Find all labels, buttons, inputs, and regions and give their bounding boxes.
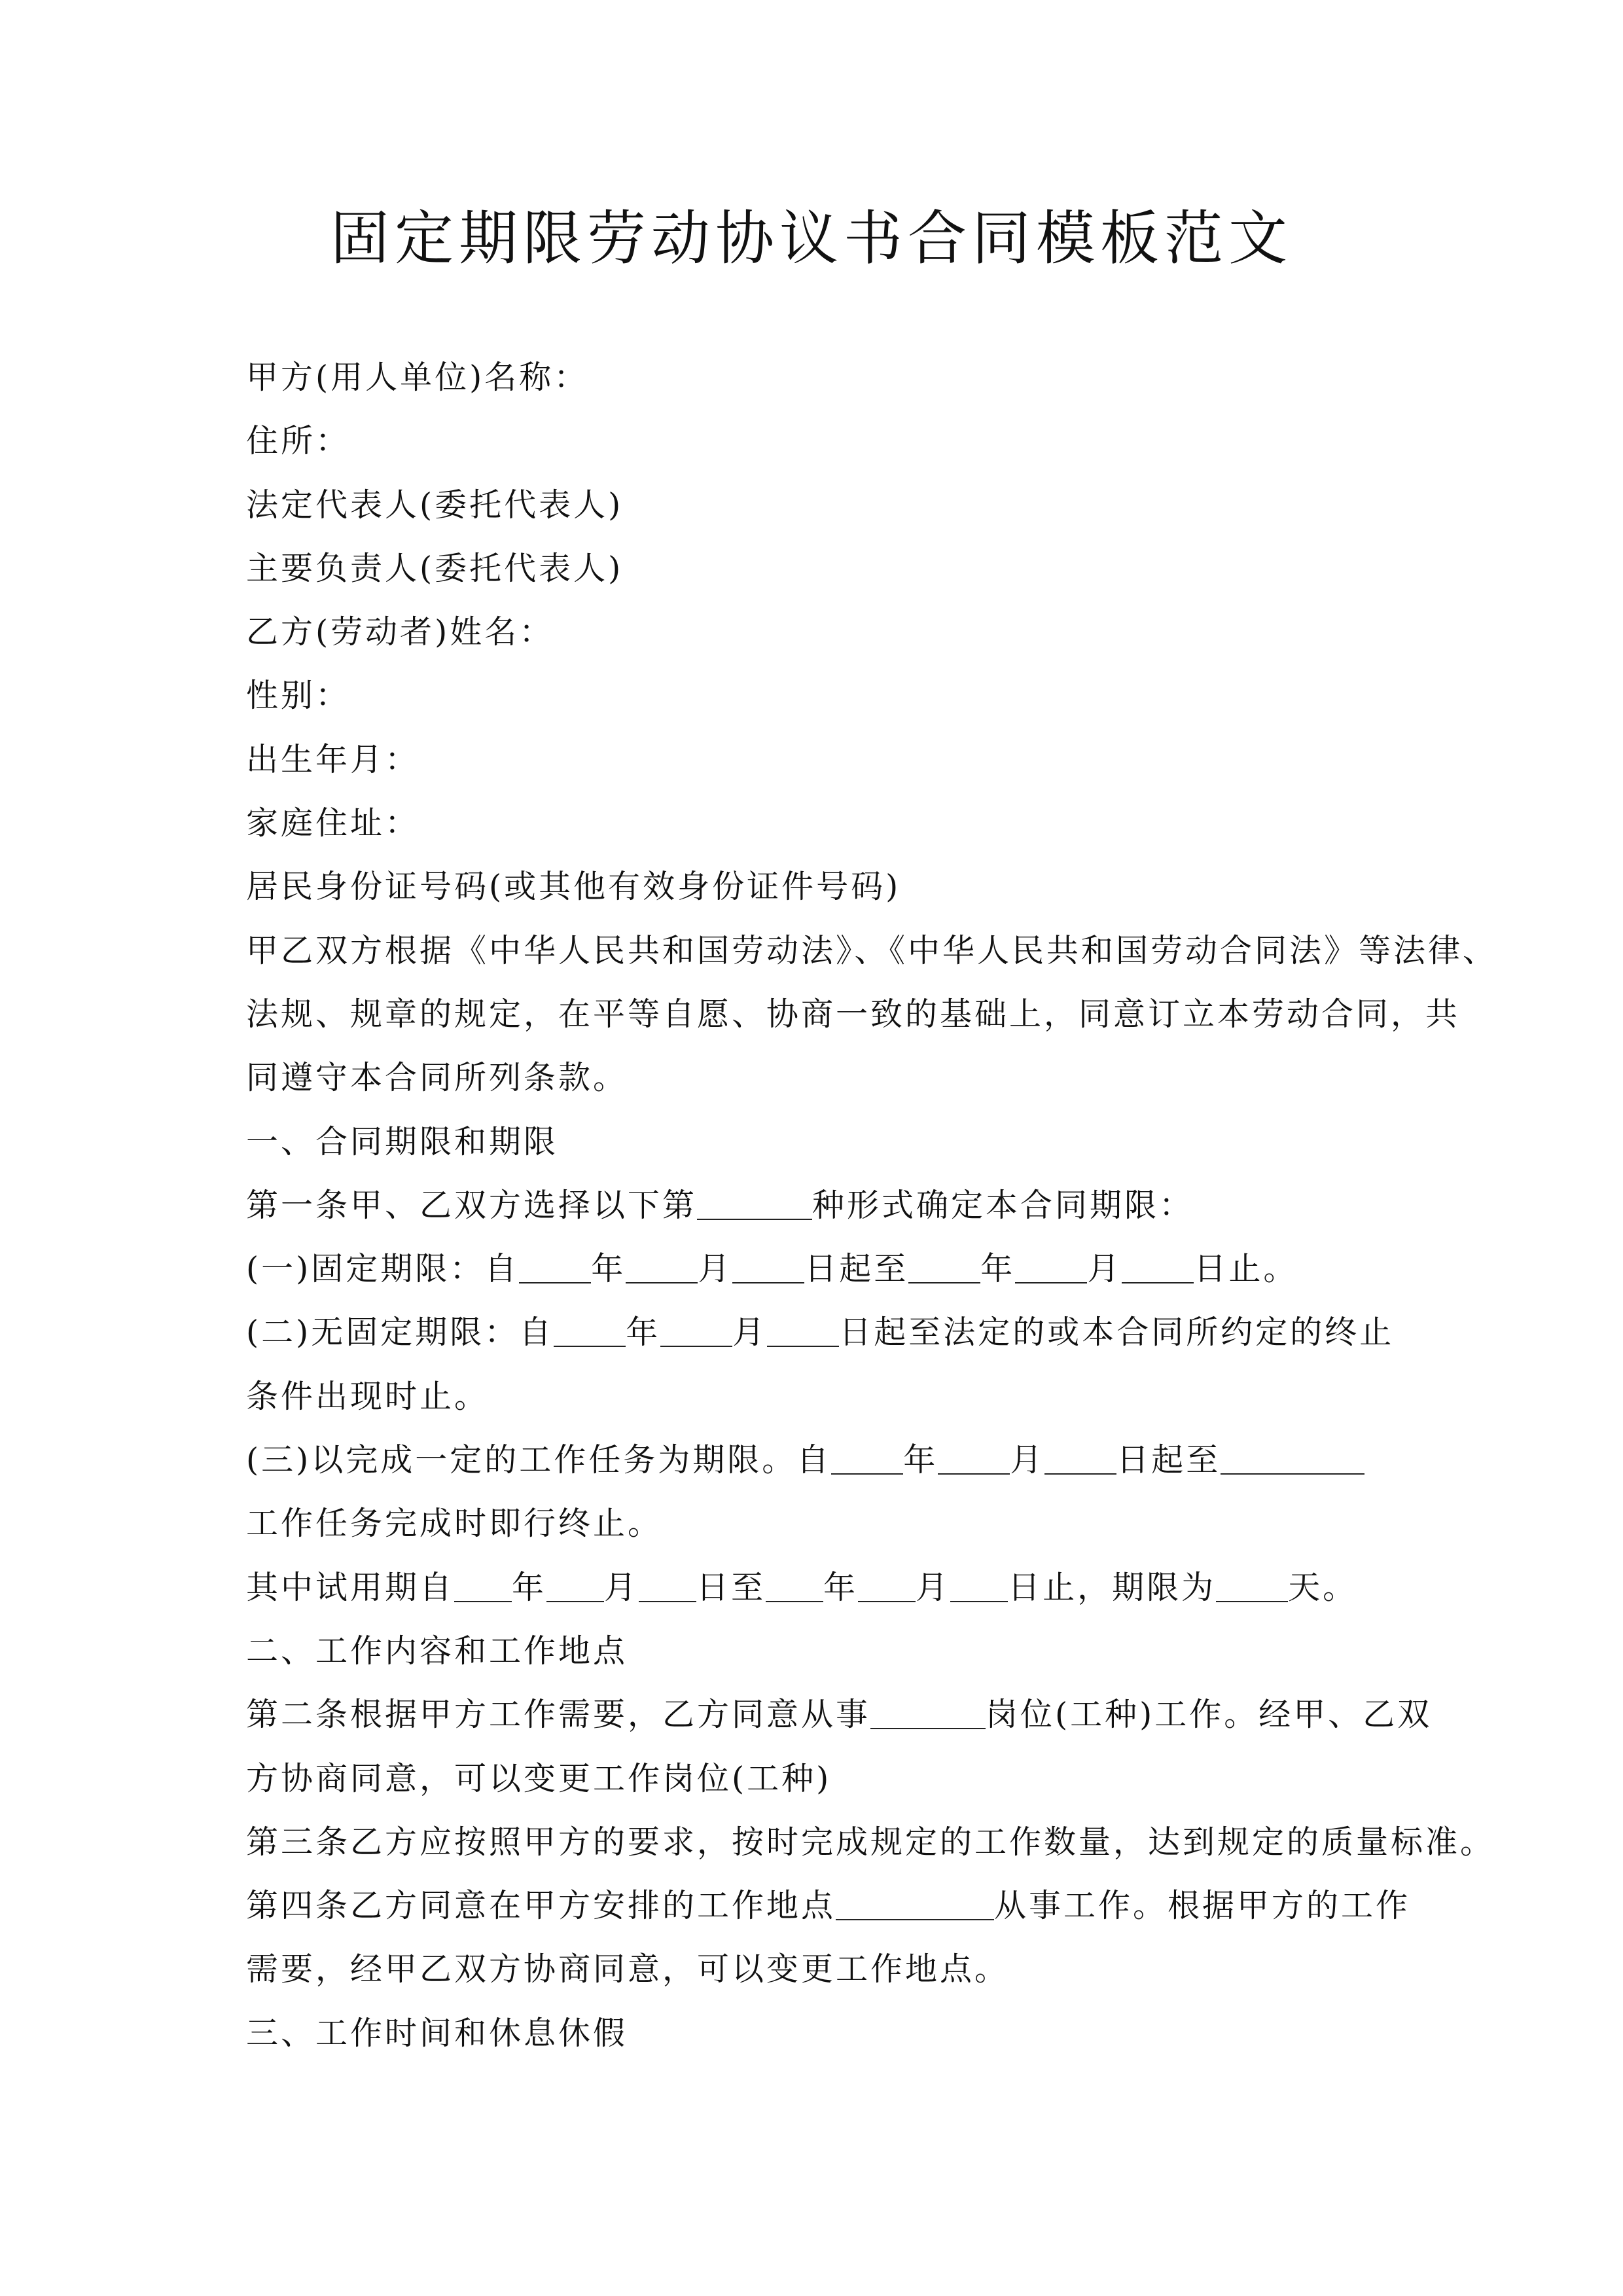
text-segment: 一、合同期限和期限 bbox=[246, 1122, 559, 1160]
fill-in-blank bbox=[767, 1312, 839, 1347]
text-segment: 同遵守本合同所列条款。 bbox=[246, 1059, 628, 1097]
text-segment: 月 bbox=[1010, 1441, 1045, 1479]
text-segment: (一)固定期限：自 bbox=[246, 1250, 520, 1288]
text-segment: 种形式确定本合同期限： bbox=[812, 1186, 1194, 1224]
fill-in-blank bbox=[1221, 1439, 1364, 1474]
text-segment: 甲乙双方根据《中华人民共和国劳动法》、《中华人民共和国劳动合同法》等法律、 bbox=[246, 931, 1498, 969]
text-segment: 住所： bbox=[246, 422, 351, 460]
fill-in-blank bbox=[1216, 1567, 1288, 1602]
text-segment: 年 bbox=[512, 1568, 547, 1606]
text-line bbox=[246, 409, 1385, 473]
text-line bbox=[246, 2001, 1385, 2065]
fill-in-blank bbox=[1044, 1439, 1116, 1474]
text-segment: 需要，经甲乙双方协商同意，可以变更工作地点。 bbox=[246, 1950, 1010, 1988]
text-line bbox=[246, 1492, 1385, 1555]
text-segment: 年 bbox=[591, 1250, 626, 1288]
text-line bbox=[246, 1810, 1495, 1874]
fill-in-blank bbox=[660, 1312, 732, 1347]
text-segment: 月 bbox=[604, 1568, 639, 1606]
fill-in-blank bbox=[908, 1249, 980, 1283]
text-segment: (三)以完成一定的工作任务为期限。自 bbox=[246, 1441, 832, 1479]
text-segment: 第二条根据甲方工作需要，乙方同意从事 bbox=[246, 1696, 871, 1734]
text-segment: 岗位(工种)工作。经甲、乙双 bbox=[986, 1696, 1433, 1734]
text-segment: 日止。 bbox=[1194, 1250, 1298, 1288]
fill-in-blank bbox=[626, 1249, 698, 1283]
text-segment: 居民身份证号码(或其他有效身份证件号码) bbox=[246, 868, 901, 906]
text-line bbox=[246, 1237, 1385, 1300]
text-segment: 第一条甲、乙双方选择以下第 bbox=[246, 1186, 698, 1224]
text-line bbox=[246, 919, 1498, 982]
fill-in-blank bbox=[639, 1567, 696, 1602]
fill-in-blank bbox=[836, 1886, 994, 1920]
text-segment: 法规、规章的规定，在平等自愿、协商一致的基础上，同意订立本劳动合同，共 bbox=[246, 995, 1461, 1033]
text-segment: 日起至法定的或本合同所约定的终止 bbox=[839, 1314, 1395, 1352]
text-line bbox=[246, 982, 1461, 1046]
text-line bbox=[246, 1937, 1385, 2001]
fill-in-blank bbox=[554, 1312, 626, 1347]
text-segment: 月 bbox=[732, 1314, 768, 1352]
text-segment: 日起至 bbox=[1116, 1441, 1221, 1479]
text-segment: 乙方(劳动者)姓名： bbox=[246, 613, 554, 651]
text-segment: 月 bbox=[916, 1568, 951, 1606]
text-segment: 法定代表人(委托代表人) bbox=[246, 486, 624, 524]
text-line bbox=[246, 1683, 1433, 1746]
text-line bbox=[246, 1747, 1385, 1810]
text-segment: 性别： bbox=[246, 677, 351, 715]
fill-in-blank bbox=[454, 1567, 512, 1602]
text-segment: 主要负责人(委托代表人) bbox=[246, 549, 624, 587]
text-line bbox=[246, 346, 1385, 409]
fill-in-blank bbox=[546, 1567, 604, 1602]
text-line bbox=[246, 1874, 1411, 1937]
text-line bbox=[246, 1428, 1385, 1492]
text-segment: 方协商同意，可以变更工作岗位(工种) bbox=[246, 1759, 832, 1797]
text-segment: 二、工作内容和工作地点 bbox=[246, 1632, 628, 1670]
text-segment: 年 bbox=[903, 1441, 938, 1479]
text-segment: 日至 bbox=[696, 1568, 766, 1606]
text-line bbox=[246, 1110, 1385, 1174]
text-line bbox=[246, 473, 1385, 537]
text-line bbox=[246, 1046, 1385, 1109]
text-line bbox=[246, 537, 1385, 600]
text-segment: 条件出现时止。 bbox=[246, 1377, 490, 1415]
fill-in-blank bbox=[519, 1249, 591, 1283]
fill-in-blank bbox=[938, 1439, 1010, 1474]
text-segment: 三、工作时间和休息休假 bbox=[246, 2014, 628, 2052]
text-line bbox=[246, 600, 1385, 664]
text-line bbox=[246, 791, 1385, 855]
fill-in-blank bbox=[870, 1695, 986, 1729]
text-segment: 年 bbox=[626, 1314, 661, 1352]
text-segment: 日起至 bbox=[804, 1250, 909, 1288]
fill-in-blank bbox=[1122, 1249, 1194, 1283]
text-line bbox=[246, 728, 1385, 791]
text-segment: 出生年月： bbox=[246, 740, 420, 778]
fill-in-blank bbox=[732, 1249, 804, 1283]
text-segment: 工作任务完成时即行终止。 bbox=[246, 1505, 663, 1543]
text-line bbox=[246, 664, 1385, 727]
text-segment: 天。 bbox=[1288, 1568, 1358, 1606]
text-segment: (二)无固定期限：自 bbox=[246, 1314, 554, 1352]
text-segment: 年 bbox=[980, 1250, 1016, 1288]
document-body bbox=[246, 346, 1498, 2065]
text-line bbox=[246, 1556, 1385, 1619]
fill-in-blank bbox=[950, 1567, 1008, 1602]
text-segment: 年 bbox=[823, 1568, 859, 1606]
fill-in-blank bbox=[1015, 1249, 1087, 1283]
text-segment: 月 bbox=[1087, 1250, 1122, 1288]
text-segment: 其中试用期自 bbox=[246, 1568, 455, 1606]
text-segment: 甲方(用人单位)名称： bbox=[246, 359, 589, 396]
text-segment: 日止，期限为 bbox=[1008, 1568, 1217, 1606]
fill-in-blank bbox=[858, 1567, 916, 1602]
fill-in-blank bbox=[766, 1567, 823, 1602]
text-segment: 从事工作。根据甲方的工作 bbox=[994, 1887, 1411, 1925]
text-segment: 第三条乙方应按照甲方的要求，按时完成规定的工作数量，达到规定的质量标准。 bbox=[246, 1823, 1495, 1861]
text-segment: 第四条乙方同意在甲方安排的工作地点 bbox=[246, 1887, 836, 1925]
text-line bbox=[246, 1174, 1385, 1237]
text-line bbox=[246, 1365, 1385, 1428]
text-line bbox=[246, 855, 1385, 918]
fill-in-blank bbox=[831, 1439, 903, 1474]
text-segment: 家庭住址： bbox=[246, 804, 420, 842]
document-title: 固定期限劳动协议书合同模板范文 bbox=[330, 204, 1293, 273]
text-line bbox=[246, 1619, 1385, 1683]
fill-in-blank bbox=[697, 1185, 812, 1219]
text-segment: 月 bbox=[698, 1250, 733, 1288]
text-line bbox=[246, 1300, 1395, 1364]
